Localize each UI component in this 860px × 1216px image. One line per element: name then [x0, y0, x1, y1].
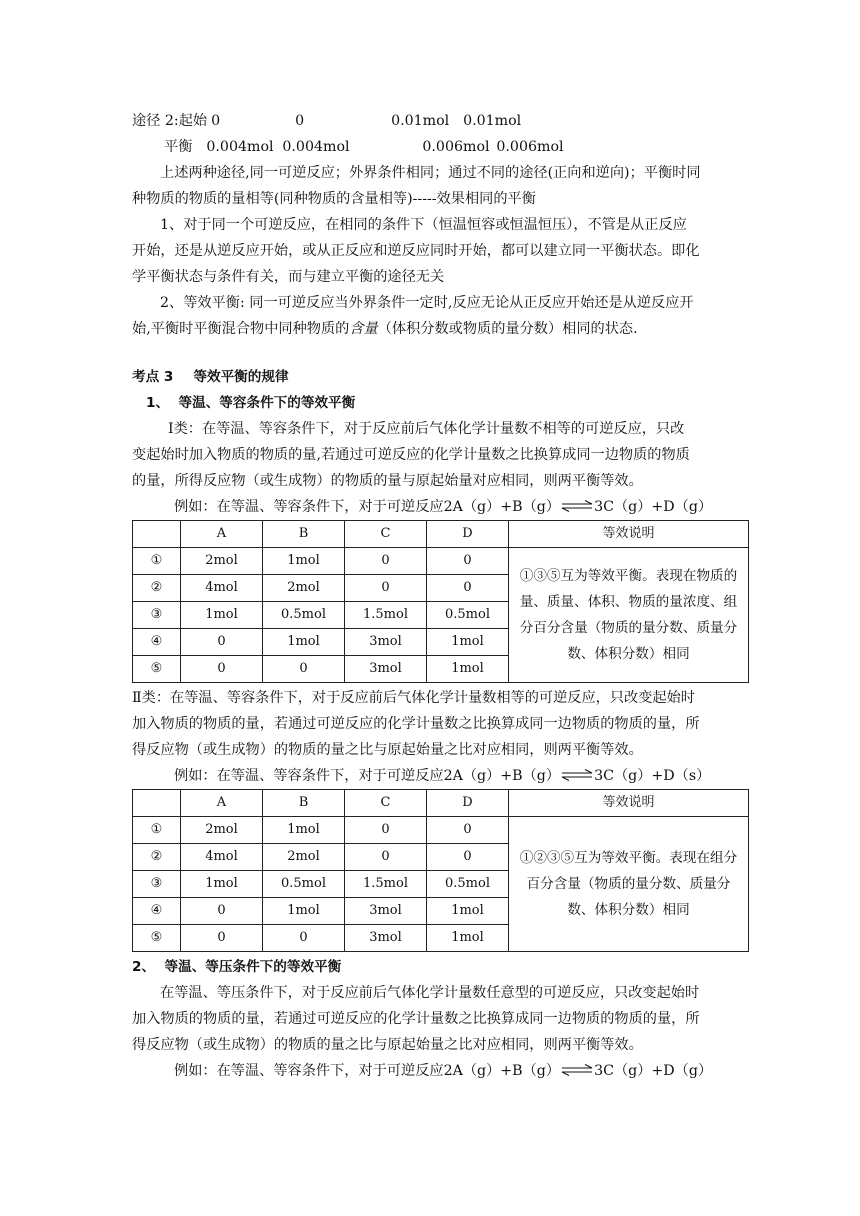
- table-row: [133, 548, 749, 575]
- path2-eq-row: [132, 134, 738, 160]
- table-cell: ②: [133, 575, 181, 602]
- table-cell: 2mol: [263, 844, 345, 871]
- table-cell: 1mol: [427, 656, 509, 683]
- section-title-text: 等效平衡的规律: [193, 369, 289, 385]
- class1-example-post: 3C（g）+D（g）: [594, 499, 713, 515]
- point1-line-3: 学平衡状态与条件有关，而与建立平衡的途径无关: [132, 269, 445, 285]
- equilibrium-arrow-icon: [561, 769, 593, 781]
- table-cell: 0: [427, 844, 509, 871]
- path2-eq-b: 0.004mol: [282, 139, 350, 155]
- table-cell: 3mol: [345, 656, 427, 683]
- class3-example-post: 3C（g）+D（g）: [594, 1063, 713, 1079]
- table-cell: ①: [133, 548, 181, 575]
- table-cell: 3mol: [345, 898, 427, 925]
- point2-emphasis: 含量: [349, 321, 378, 337]
- equivalence-table-1: [132, 520, 749, 683]
- table-cell: 1mol: [263, 548, 345, 575]
- path2-start-b: 0: [295, 113, 305, 129]
- table-cell: ⑤: [133, 925, 181, 952]
- path2-eq-c: 0.006mol: [422, 139, 490, 155]
- table-cell: 1mol: [181, 871, 263, 898]
- table-cell: 0: [345, 575, 427, 602]
- table-header-cell: [133, 790, 181, 817]
- path2-start-label: 途径 2:起始: [132, 113, 208, 129]
- table-header-cell: D: [427, 521, 509, 548]
- class3-example-pre: 例如：在等温、等容条件下，对于可逆反应2A（g）+B（g）: [174, 1063, 561, 1079]
- table-cell: 1.5mol: [345, 602, 427, 629]
- class2-example-pre: 例如：在等温、等容条件下，对于可逆反应2A（g）+B（g）: [174, 768, 561, 784]
- table-cell: 0: [427, 817, 509, 844]
- table-header-cell: B: [263, 521, 345, 548]
- class1-example-pre: 例如：在等温、等容条件下，对于可逆反应2A（g）+B（g）: [174, 499, 561, 515]
- class1-line-1: Ⅰ类：在等温、等容条件下，对于反应前后气体化学计量数不相等的可逆反应，只改: [168, 421, 685, 437]
- table-header-cell: C: [345, 521, 427, 548]
- table-cell: 1mol: [427, 629, 509, 656]
- table-cell: 0: [345, 817, 427, 844]
- class1-line-2: 变起始时加入物质的物质的量,若通过可逆反应的化学计量数之比换算成同一边物质的物质: [132, 447, 690, 463]
- table-cell: 3mol: [345, 629, 427, 656]
- table2-note: ①②③⑤互为等效平衡。表现在组分百分含量（物质的量分数、质量分数、体积分数）相同: [509, 817, 749, 952]
- class2-line-2: 加入物质的物质的量，若通过可逆反应的化学计量数之比换算成同一边物质的物质的量，所: [132, 716, 700, 732]
- table-cell: 1mol: [181, 602, 263, 629]
- table-cell: 0: [263, 656, 345, 683]
- table-cell: ②: [133, 844, 181, 871]
- table-cell: 0.5mol: [427, 871, 509, 898]
- path2-eq-label: 平衡: [164, 139, 193, 155]
- path2-start-a: 0: [211, 113, 221, 129]
- table1-note: ①③⑤互为等效平衡。表现在物质的量、质量、体积、物质的量浓度、组分百分含量（物质的量分数、质量分数、体积分数）相同: [509, 548, 749, 683]
- table-cell: 4mol: [181, 575, 263, 602]
- table-header-row: [133, 790, 749, 817]
- equilibrium-arrow-icon: [561, 1064, 593, 1076]
- table-cell: 0: [181, 629, 263, 656]
- table-cell: ④: [133, 898, 181, 925]
- table-cell: ⑤: [133, 656, 181, 683]
- table-cell: ③: [133, 602, 181, 629]
- point1-line-2: 开始，还是从逆反应开始，或从正反应和逆反应同时开始，都可以建立同一平衡状态。即化: [132, 243, 700, 259]
- table-cell: 0.5mol: [427, 602, 509, 629]
- point2-line-1: 2、等效平衡: 同一可逆反应当外界条件一定时,反应无论从正反应开始还是从逆反应开: [160, 295, 694, 311]
- table-cell: 2mol: [263, 575, 345, 602]
- table-header-cell: C: [345, 790, 427, 817]
- table-cell: 1mol: [427, 925, 509, 952]
- table-cell: 1mol: [263, 817, 345, 844]
- table-cell: 0: [345, 548, 427, 575]
- table-cell: 0.5mol: [263, 602, 345, 629]
- subsection-1-title: 1、 等温、等容条件下的等效平衡: [146, 395, 356, 411]
- table-cell: ④: [133, 629, 181, 656]
- table-cell: 1mol: [263, 898, 345, 925]
- class2-line-3: 得反应物（或生成物）的物质的量之比与原起始量之比对应相同，则两平衡等效。: [132, 742, 643, 758]
- summary-line-2: 种物质的物质的量相等(同种物质的含量相等)-----效果相同的平衡: [132, 191, 536, 207]
- table-cell: 0.5mol: [263, 871, 345, 898]
- table-header-cell: [133, 521, 181, 548]
- summary-line-1: 上述两种途径,同一可逆反应；外界条件相同；通过不同的途径(正向和逆向)；平衡时同: [160, 165, 701, 181]
- table-cell: 3mol: [345, 925, 427, 952]
- subsection-2-title: 2、 等温、等压条件下的等效平衡: [132, 959, 342, 975]
- table-cell: 0: [427, 548, 509, 575]
- table-header-cell: 等效说明: [509, 790, 749, 817]
- equilibrium-arrow-icon: [561, 500, 593, 512]
- table-header-row: [133, 521, 749, 548]
- table-header-cell: 等效说明: [509, 521, 749, 548]
- table-cell: 0: [345, 844, 427, 871]
- table-cell: 0: [181, 656, 263, 683]
- table-cell: ①: [133, 817, 181, 844]
- table-header-cell: A: [181, 790, 263, 817]
- point1-line-1: 1、对于同一个可逆反应，在相同的条件下（恒温恒容或恒温恒压），不管是从正反应: [160, 217, 687, 233]
- table-header-cell: D: [427, 790, 509, 817]
- table-cell: 2mol: [181, 817, 263, 844]
- section-number: 考点 3: [132, 369, 174, 385]
- point2-line-2-post: （体积分数或物质的量分数）相同的状态.: [377, 321, 638, 337]
- class2-example-post: 3C（g）+D（s）: [594, 768, 711, 784]
- table-row: [133, 817, 749, 844]
- class3-line-2: 加入物质的物质的量，若通过可逆反应的化学计量数之比换算成同一边物质的物质的量，所: [132, 1011, 700, 1027]
- class2-example: [132, 763, 738, 789]
- table-cell: 0: [263, 925, 345, 952]
- class3-line-1: 在等温、等压条件下，对于反应前后气体化学计量数任意型的可逆反应，只改变起始时: [160, 985, 700, 1001]
- path2-eq-d: 0.006mol: [496, 139, 564, 155]
- table-cell: ③: [133, 871, 181, 898]
- class1-line-3: 的量，所得反应物（或生成物）的物质的量与原起始量对应相同，则两平衡等效。: [132, 473, 643, 489]
- class2-line-1: Ⅱ类：在等温、等容条件下，对于反应前后气体化学计量数相等的可逆反应，只改变起始时: [132, 690, 695, 706]
- equivalence-table-2: [132, 789, 749, 952]
- class1-example: [132, 494, 738, 520]
- point2-line-2: [132, 316, 738, 342]
- table-cell: 0: [181, 925, 263, 952]
- table-cell: 2mol: [181, 548, 263, 575]
- table-cell: 0: [427, 575, 509, 602]
- table-cell: 0: [181, 898, 263, 925]
- point2-line-2-pre: 始,平衡时平衡混合物中同种物质的: [132, 321, 350, 337]
- table-cell: 1mol: [263, 629, 345, 656]
- table-cell: 1mol: [427, 898, 509, 925]
- path2-start-row: [132, 108, 738, 134]
- table-cell: 4mol: [181, 844, 263, 871]
- table-header-cell: B: [263, 790, 345, 817]
- class3-example: [132, 1058, 738, 1084]
- table-header-cell: A: [181, 521, 263, 548]
- section-title: [132, 364, 738, 390]
- class3-line-3: 得反应物（或生成物）的物质的量之比与原起始量之比对应相同，则两平衡等效。: [132, 1037, 643, 1053]
- path2-start-c: 0.01mol: [391, 113, 450, 129]
- path2-start-d: 0.01mol: [463, 113, 522, 129]
- path2-eq-a: 0.004mol: [206, 139, 274, 155]
- table-cell: 1.5mol: [345, 871, 427, 898]
